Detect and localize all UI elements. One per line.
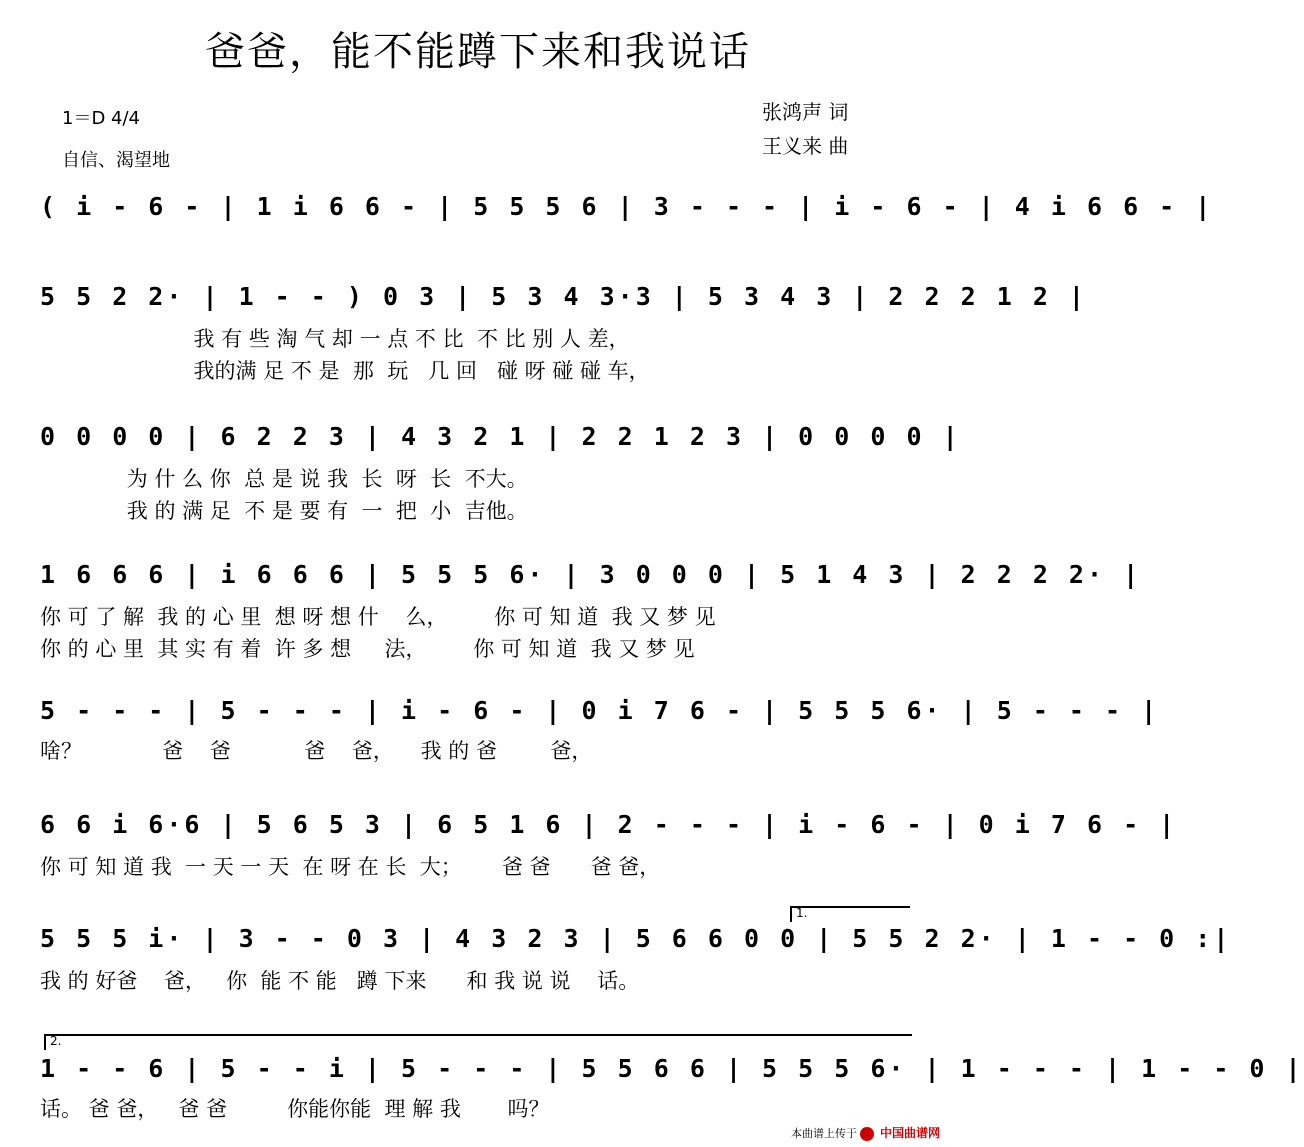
key-signature: 1＝D 4/4	[62, 108, 141, 129]
lyricist-credit: 张鸿声 词	[762, 100, 849, 124]
lyric-line: 我 有 些 淘 气 却 一 点 不 比 不 比 别 人 差，	[40, 327, 630, 351]
score-title: 爸爸，能不能蹲下来和我说话	[205, 29, 751, 75]
lyric-line: 你 可 知 道 我 一 天 一 天 在 呀 在 长 大； 爸 爸 爸 爸，	[40, 855, 661, 879]
lyric-line: 我的满 足 不 是 那 玩 几 回 碰 呀 碰 碰 车，	[40, 359, 650, 383]
notation-line: 1 - - 6 | 5 - - i | 5 - - - | 5 5 6 6 | 5 5 5 6· | 1 - - - | 1 - - 0 |	[40, 1054, 1304, 1083]
site-logo-icon	[860, 1127, 874, 1141]
site-logo-text: 中国曲谱网	[879, 1126, 940, 1140]
first-ending-label: 1.	[796, 906, 808, 920]
score-row-4	[40, 558, 1142, 661]
notation-line: 6 6 i 6·6 | 5 6 5 3 | 6 5 1 6 | 2 - - - | i - 6 - | 0 i 7 6 - |	[40, 810, 1178, 839]
score-row-3	[40, 420, 961, 523]
notation-line: 1 6 6 6 | i 6 6 6 | 5 5 5 6· | 3 0 0 0 | 5 1 4 3 | 2 2 2 2· |	[40, 560, 1142, 589]
lyric-line: 为 什 么 你 总 是 说 我 长 呀 长 不大。	[40, 467, 528, 491]
score-row-5	[40, 694, 1160, 763]
notation-line: 5 5 5 i· | 3 - - 0 3 | 4 3 2 3 | 5 6 6 0 0 | 5 5 2 2· | 1 - - 0 :|	[40, 924, 1232, 953]
footer-text: 本曲谱上传于	[790, 1127, 857, 1140]
first-ending-bracket	[790, 906, 910, 922]
score-row-6	[40, 808, 1178, 879]
notation-line: ( i - 6 - | 1 i 6 6 - | 5 5 5 6 | 3 - - - | i - 6 - | 4 i 6 6 - |	[40, 192, 1214, 221]
lyric-line: 啥？ 爸 爸 爸 爸， 我 的 爸 爸，	[40, 739, 593, 763]
lyric-line: 你 可 了 解 我 的 心 里 想 呀 想 什 么， 你 可 知 道 我 又 梦 见	[40, 605, 716, 629]
second-ending-label: 2.	[50, 1034, 62, 1048]
notation-line: 5 - - - | 5 - - - | i - 6 - | 0 i 7 6 - | 5 5 5 6· | 5 - - - |	[40, 696, 1160, 725]
footer-credit	[791, 1124, 940, 1141]
notation-line: 0 0 0 0 | 6 2 2 3 | 4 3 2 1 | 2 2 1 2 3 | 0 0 0 0 |	[40, 422, 961, 451]
lyric-line: 我 的 好爸 爸， 你 能 不 能 蹲 下来 和 我 说 说 话。	[40, 969, 640, 993]
lyric-line: 话。 爸 爸， 爸 爸 你能你能 理 解 我 吗？	[40, 1097, 550, 1121]
notation-line: 5 5 2 2· | 1 - - ) 0 3 | 5 3 4 3·3 | 5 3 4 3 | 2 2 2 1 2 |	[40, 282, 1087, 311]
score-row-7	[40, 922, 1232, 993]
lyric-line: 你 的 心 里 其 实 有 着 许 多 想 法， 你 可 知 道 我 又 梦 见	[40, 637, 695, 661]
expression-mark: 自信、渴望地	[62, 150, 170, 171]
second-ending-bracket	[44, 1034, 912, 1050]
lyric-line: 我 的 满 足 不 是 要 有 一 把 小 吉他。	[40, 499, 528, 523]
score-row-1	[40, 190, 1214, 224]
score-row-2	[40, 280, 1087, 383]
composer-credit: 王义来 曲	[762, 134, 849, 158]
score-row-8	[40, 1052, 1304, 1121]
